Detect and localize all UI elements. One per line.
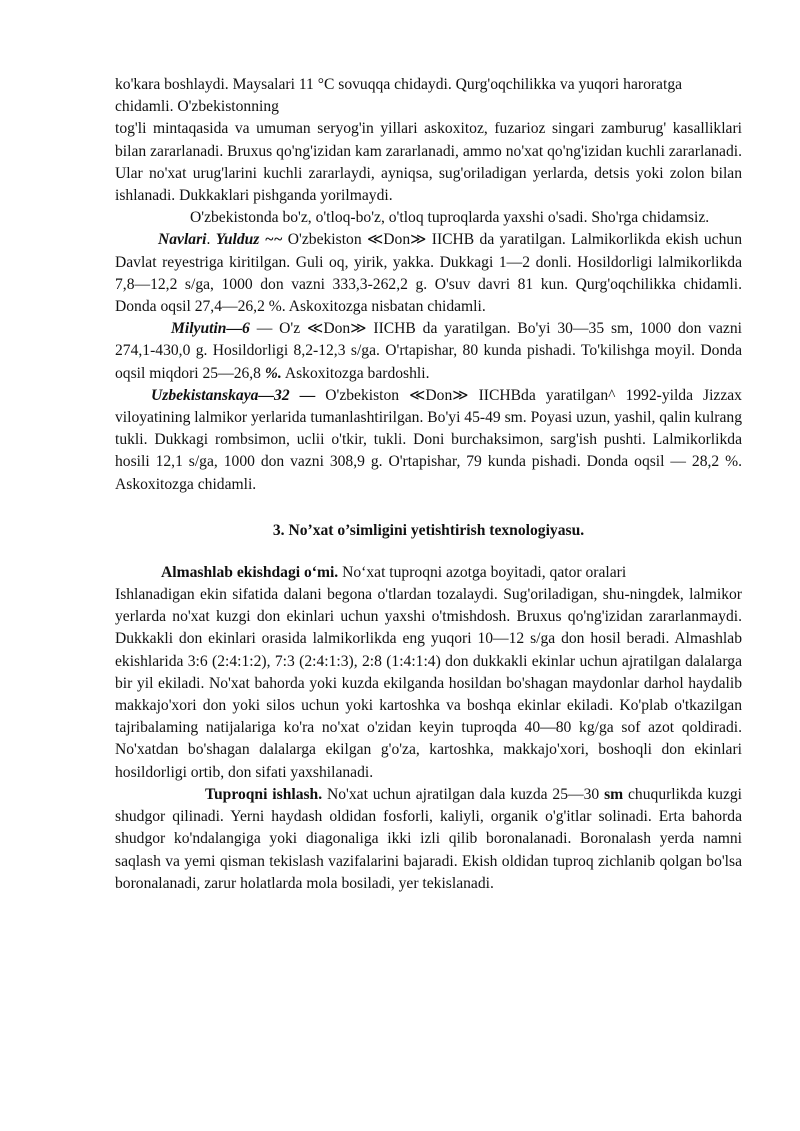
paragraph-variety-yulduz (115, 229, 742, 318)
paragraph-intro-line: ko'kara boshlaydi. Maysalari 11 °C sovuqqa chidaydi. Qurg'oqchilikka va yuqori haroratga chidamli. O'zbekistonning (115, 76, 683, 116)
paragraph-rotation: Ishlanadigan ekin sifatida dalani begona o'tlardan tozalaydi. Sug'oriladigan, shu-ningdek, lalmikor yerlarda no'xat kuzgi don ekinlari uchun yaxshi o'tmishdosh. Bruxus qo'ng'izidan zararlanmaydi. Dukkakli don ekinlari orasida lalmikorlikda eng yuqori 10—12 s/ga don hosil beradi. Almashlab ekishlarida 3:6 (2:4:1:2), 7:3 (2:4:1:3), 2:8 (1:4:1:4) don dukkakli ekinlar uchun ajratilgan dalalarga bir yil ekiladi. No'xat bahorda yoki kuzda ekilganda hosildan bo'shagan maydonlar darhol haydalib makkajo'xori don yoki silos uchun yoki kartoshka va boshqa ekinlar ekiladi. Ko'plab o'tkazilgan tajribalaming natijalariga ko'ra no'xat o'zidan keyin tuproqda 40—80 kg/ga sof azot qoldiradi. No'xatdan bo'shagan dalalarga ekilgan g'o'za, kartoshka, makkajo'xori, boshoqli don ekinlari hosildorligi ortib, don sifati yaxshilanadi. (115, 586, 742, 781)
paragraph-variety-milyutin (115, 318, 742, 385)
variety-text-uzbekistanskaya: O'zbekiston ≪Don≫ IICHBda yaratilgan^ 1992-yilda Jizzax viloyatining lalmikor yerlarida tumanlashtirilgan. Bo'yi 45-49 sm. Poyasi uzun, yashil, qalin kulrang tukli. Dukkagi rombsimon, uclii o'tkir, tukli. Doni burchaksimon, sarg'ish pushti. Lalmikorlikda hosili 12,1 s/ga, 1000 don vazni 308,9 g. O'rtapishar, 79 kunda pishadi. Donda oqsil — 28,2 %. Askoxitozga chidamli. (115, 386, 742, 493)
variety-text-milyutin-end: Askoxitozga bardoshli. (281, 364, 430, 382)
paragraph-soils: O'zbekistonda bo'z, o'tloq-bo'z, o'tloq tuproqlarda yaxshi o'sadi. Sho'rga chidamsiz. (190, 209, 710, 227)
rotation-heading: Almashlab ekishdagi o‘mi. (161, 563, 339, 581)
document-page (115, 74, 742, 895)
varieties-heading: Navlari (158, 231, 207, 249)
variety-name-milyutin: Milyutin—6 (171, 320, 250, 338)
tillage-text: No'xat uchun ajratilgan dala kuzda 25—30 (322, 785, 605, 803)
variety-text-milyutin: — O'z ≪Don≫ IICHB da yaratilgan. Bo'yi 30—35 sm, 1000 don vazni 274,1-430,0 g. Hosildorligi 8,2-12,3 s/ga. O'rtapishar, 80 kunda pishadi. To'kilishga moyil. Donda oqsil miqdori 25—26,8 (115, 320, 742, 382)
variety-text-yulduz: O'zbekiston ≪Don≫ IICHB da yaratilgan. Lalmikorlikda ekish uchun Davlat reyestriga kiritilgan. Guli oq, yirik, yakka. Dukkagi 1—2 donli. Hosildorligi lalmikorlikda 7,8—12,2 s/ga, 1000 don vazni 333,3-262,2 g. O'suv davri 81 kun. Qurg'oqchilikka chidamli. Donda oqsil 27,4—26,2 %. Askoxitozga nisbatan chidamli. (115, 231, 742, 316)
paragraph-diseases: tog'li mintaqasida va umuman seryog'in yillari askoxitoz, fuzarioz singari zamburug' kasalliklari bilan zararlanadi. Bruxus qo'ng'izidan kam zararlanadi, ammo no'xat qo'ng'izidan kuchli zararlanadi. Ular no'xat urug'larini kuchli zararlaydi, ayniqsa, sug'oriladigan yerlarda, detsis yoki zolon bilan ishlanadi. Dukkaklari pishganda yorilmaydi. (115, 120, 742, 205)
unit-sm: sm (604, 785, 624, 803)
paragraph-rotation-lead (115, 562, 742, 584)
tillage-heading: Tuproqni ishlash. (205, 785, 323, 803)
rotation-text-first: No‘xat tuproqni azotga boyitadi, qator oralari (338, 563, 627, 581)
variety-name-yulduz: Yulduz ~~ (215, 231, 283, 249)
paragraph-tillage (115, 784, 742, 895)
section-heading: 3. No’xat o’simligini yetishtirish texnologiyasu. (272, 521, 585, 539)
paragraph-variety-uzbekistanskaya (115, 385, 742, 496)
varieties-separator: . (206, 231, 216, 249)
variety-name-uzbekistanskaya: Uzbekistanskaya—32 (151, 386, 290, 404)
variety-dash: — (289, 386, 316, 404)
percent-mark: %. (264, 364, 282, 382)
tillage-text-rest: chuqurlikda kuzgi shudgor qilinadi. Yerni haydash oldidan fosforli, kaliyli, organik o'g'itlar solinadi. Erta bahorda shudgor ko'ndalangiga yoki diagonaliga ikki izli qilib boronalanadi. Boronalash yerda namni saqlash va yemi qisman tekislash vazifalarini bajaradi. Ekish oldidan tuproq zichlanib qolgan bo'lsa boronalanadi, zarur holatlarda mola bosiladi, yer tekislanadi. (115, 785, 742, 892)
